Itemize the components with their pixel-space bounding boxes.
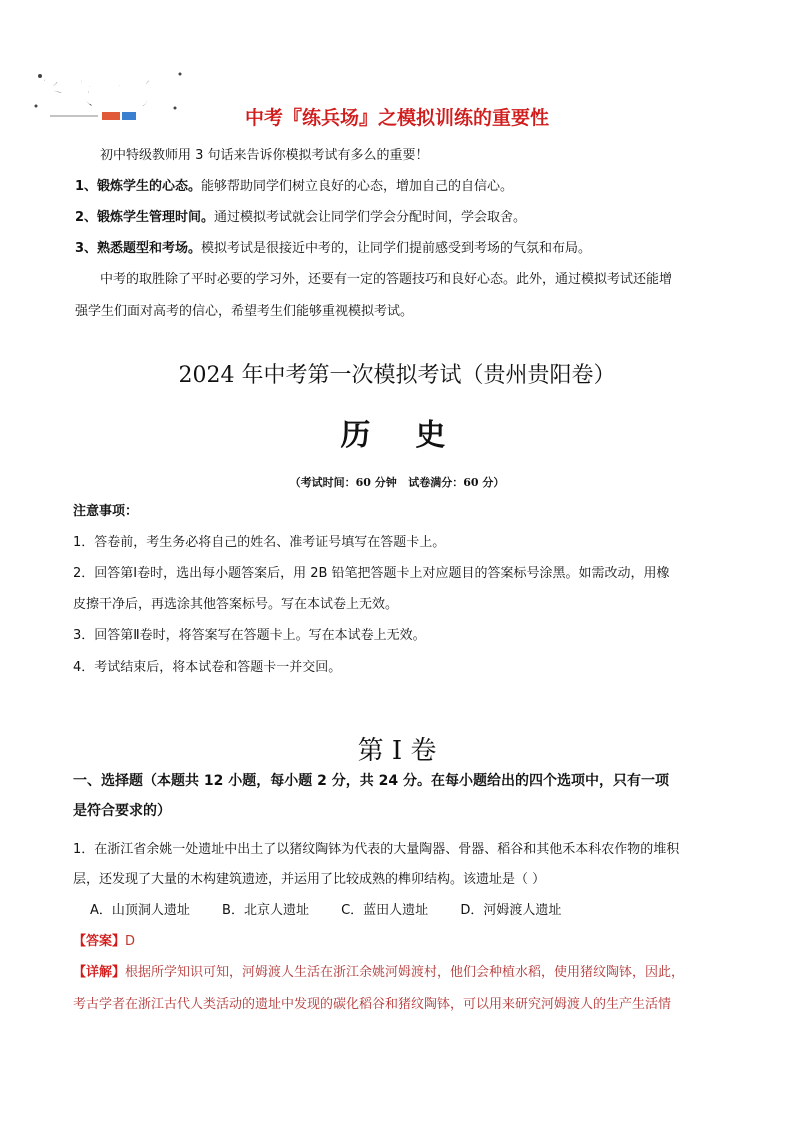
exam-subject: 历 史 (340, 418, 454, 453)
point-body: 模拟考试是很接近中考的，让同学们提前感受到考场的气氛和布局。 (201, 241, 592, 256)
banner-title: 中考『练兵场』之模拟训练的重要性 (244, 107, 549, 129)
section-line-1: 一、选择题（本题共 12 小题，每小题 2 分，共 24 分。在每小题给出的四个选项中，只有一项 (73, 773, 669, 789)
exam-meta: （考试时间：60 分钟 试卷满分：60 分） (289, 476, 505, 489)
point-body: 通过模拟考试就会让同学们学会分配时间，学会取舍。 (214, 210, 527, 225)
notice-line-4: 4．考试结束后，将本试卷和答题卡一并交回。 (73, 660, 342, 675)
q1-options (90, 901, 589, 921)
notice-line-2b: 皮擦干净后，再选涂其他答案标号。写在本试卷上无效。 (73, 597, 399, 612)
q1-line-1: 1．在浙江省余姚一处遗址中出土了以猪纹陶钵为代表的大量陶器、骨器、稻谷和其他禾本科农作物的堆积 (73, 842, 680, 857)
point-head: 2、锻炼学生管理时间。 (75, 210, 215, 225)
notice-line-2: 2．回答第Ⅰ卷时，选出每小题答案后，用 2B 铅笔把答题卡上对应题目的答案标号涂黑。如需改动，用橡 (73, 566, 670, 581)
logo-text: 备战中考 (34, 77, 154, 112)
q1-line-2: 层，还发现了大量的木构建筑遗迹，并运用了比较成熟的榫卯结构。该遗址是（ ） (73, 872, 546, 887)
q1-answer (73, 932, 135, 952)
detail-tag: 【详解】 (73, 965, 126, 980)
q1-detail-1 (73, 963, 733, 983)
q1-option-d: D．河姆渡人遗址 (460, 903, 562, 918)
intro-point-3 (75, 239, 735, 259)
section-line-2: 是符合要求的） (73, 803, 171, 819)
intro-point-1 (75, 177, 735, 197)
detail-text-2: 考古学者在浙江古代人类活动的遗址中发现的碳化稻谷和猪纹陶钵，可以用来研究河姆渡人的生产生活情 (73, 997, 672, 1012)
notice-heading: 注意事项： (73, 504, 139, 519)
notice-line-1: 1．答卷前，考生务必将自己的姓名、准考证号填写在答题卡上。 (73, 535, 446, 550)
part-heading: 第 I 卷 (357, 736, 437, 766)
detail-text-1: 根据所学知识可知，河姆渡人生活在浙江余姚河姆渡村，他们会种植水稻，使用猪纹陶钵，因此， (125, 965, 685, 980)
answer-value: D (125, 934, 136, 949)
q1-option-b: B．北京人遗址 (222, 903, 309, 918)
answer-tag: 【答案】 (73, 934, 126, 949)
point-body: 能够帮助同学们树立良好的心态，增加自己的自信心。 (201, 179, 514, 194)
notice-line-3: 3．回答第Ⅱ卷时，将答案写在答题卡上。写在本试卷上无效。 (73, 628, 426, 643)
point-head: 3、熟悉题型和考场。 (75, 241, 202, 256)
intro-lead: 初中特级教师用 3 句话来告诉你模拟考试有多么的重要！ (100, 148, 429, 163)
q1-option-c: C．蓝田人遗址 (341, 903, 429, 918)
q1-detail-2 (73, 995, 733, 1015)
intro-closing-1: 中考的取胜除了平时必要的学习外，还要有一定的答题技巧和良好心态。此外，通过模拟考试还能增 (100, 272, 673, 287)
exam-title: 2024 年中考第一次模拟考试（贵州贵阳卷） (178, 363, 616, 388)
intro-closing-2: 强学生们面对高考的信心，希望考生们能够重视模拟考试。 (75, 304, 414, 319)
q1-option-a: A．山顶洞人遗址 (90, 903, 190, 918)
intro-point-2 (75, 208, 735, 228)
point-head: 1、锻炼学生的心态。 (75, 179, 202, 194)
